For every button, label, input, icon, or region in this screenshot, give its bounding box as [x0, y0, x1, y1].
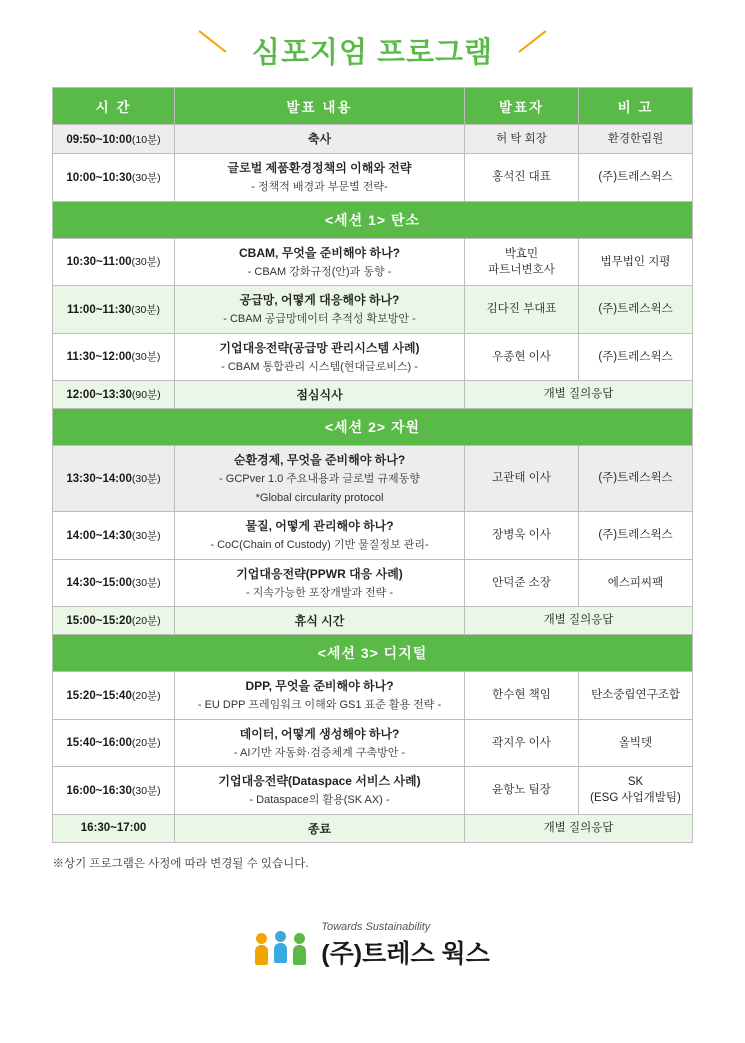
content-subtitle: - CBAM 공급망데이터 추적성 확보방안 - — [223, 313, 416, 325]
cell-time: 15:00~15:20(20분) — [53, 607, 175, 635]
cell-time: 09:50~10:00(10분) — [53, 125, 175, 154]
table-row — [53, 125, 693, 154]
cell-time-duration: (30분) — [131, 303, 161, 316]
cell-time-duration: (30분) — [131, 351, 161, 364]
content-subtitle: - 지속가능한 포장개발과 전략 - — [245, 586, 394, 599]
cell-content — [175, 767, 465, 815]
cell-speaker: 허 탁 회장 — [465, 125, 579, 154]
note-line: (ESG 사업개발팀) — [590, 792, 681, 805]
speaker-line: 박효민 — [504, 247, 539, 260]
cell-speaker: 윤항노 팀장 — [465, 767, 579, 815]
content-title: 글로벌 제품환경정책의 이해와 전략 — [227, 161, 412, 175]
column-header-note: 비 고 — [579, 88, 693, 125]
table-row — [53, 672, 693, 720]
content-subtitle: - CoC(Chain of Custody) 기반 물질정보 관리- — [210, 539, 429, 551]
cell-content — [175, 512, 465, 560]
cell-note: 올빅뎃 — [579, 719, 693, 767]
table-body — [53, 125, 693, 843]
cell-content — [175, 125, 465, 154]
cell-time-duration: (30분) — [131, 171, 161, 184]
page-title-text: 심포지엄 프로그램 — [251, 37, 494, 69]
logo-figure-blue-icon — [274, 931, 287, 963]
cell-speaker: 한수현 책임 — [465, 672, 579, 720]
cell-content — [175, 333, 465, 381]
content-title: 공급망, 어떻게 대응해야 하나? — [239, 293, 400, 307]
page-title — [226, 30, 519, 71]
cell-time-duration: (20분) — [131, 615, 161, 627]
people-logo-icon — [255, 925, 311, 965]
table-row — [53, 381, 693, 409]
cell-note: 개별 질의응답 — [465, 381, 693, 409]
table-row — [53, 286, 693, 334]
table-row — [53, 333, 693, 381]
column-header-time: 시 간 — [53, 88, 175, 125]
session-title: <세션 3> 디지털 — [53, 635, 693, 672]
cell-note: 탄소중립연구조합 — [579, 672, 693, 720]
content-subtitle: - CBAM 통합관리 시스템(현대글로비스) - — [221, 360, 418, 373]
content-title: 데이터, 어떻게 생성해야 하나? — [239, 726, 400, 741]
table-header — [53, 88, 693, 125]
content-subtitle: - CBAM 강화규정(안)과 동향 - — [247, 265, 392, 278]
column-header-speaker: 발표자 — [465, 88, 579, 125]
content-title: 기업대응전략(공급망 관리시스템 사례) — [219, 340, 420, 355]
cell-time: 16:30~17:00 — [53, 814, 175, 842]
cell-note: (주)트레스윅스 — [579, 333, 693, 381]
cell-time: 12:00~13:30(90분) — [53, 381, 175, 409]
session-header-row — [53, 409, 693, 446]
cell-note: 개별 질의응답 — [465, 607, 693, 635]
table-row — [53, 154, 693, 202]
cell-speaker: 김다진 부대표 — [465, 286, 579, 334]
content-subtitle: - AI기반 자동화·검증체계 구축방안 - — [233, 746, 406, 759]
program-table — [52, 87, 693, 843]
cell-speaker: 고관태 이사 — [465, 446, 579, 512]
logo-figure-green-icon — [293, 933, 306, 965]
cell-time-duration: (30분) — [131, 577, 161, 590]
cell-time: 15:40~16:00(20분) — [53, 719, 175, 767]
content-subtitle: - GCPver 1.0 주요내용과 글로벌 규제동향 — [219, 473, 420, 485]
cell-note: (주)트레스윅스 — [579, 154, 693, 202]
cell-note: (주)트레스윅스 — [579, 512, 693, 560]
note-line: SK — [627, 776, 644, 789]
cell-time-duration: (20분) — [131, 689, 161, 702]
cell-time: 14:30~15:00(30분) — [53, 559, 175, 607]
cell-speaker: 우종현 이사 — [465, 333, 579, 381]
speaker-line: 파트너변호사 — [488, 263, 555, 276]
cell-speaker — [465, 238, 579, 286]
table-header-row — [53, 88, 693, 125]
cell-time: 10:30~11:00(30분) — [53, 238, 175, 286]
title-decoration-right-icon — [518, 30, 546, 53]
session-header-row — [53, 201, 693, 238]
table-row — [53, 238, 693, 286]
table-row — [53, 607, 693, 635]
cell-time: 14:00~14:30(30분) — [53, 512, 175, 560]
cell-content: 점심식사 — [175, 381, 465, 409]
session-title: <세션 1> 탄소 — [53, 201, 693, 238]
cell-note: 법무법인 지평 — [579, 238, 693, 286]
content-title: DPP, 무엇을 준비해야 하나? — [245, 679, 394, 693]
cell-content: 휴식 시간 — [175, 607, 465, 635]
cell-time: 11:00~11:30(30분) — [53, 286, 175, 334]
cell-content: 종료 — [175, 814, 465, 842]
cell-speaker: 홍석진 대표 — [465, 154, 579, 202]
cell-content — [175, 559, 465, 607]
cell-note — [579, 767, 693, 815]
content-subtitle: - EU DPP 프레임워크 이해와 GS1 표준 활용 전략 - — [197, 699, 442, 711]
content-title: CBAM, 무엇을 준비해야 하나? — [239, 245, 400, 260]
logo-text-block — [321, 921, 490, 970]
cell-time-duration: (30분) — [131, 256, 161, 269]
cell-note: 에스피씨팩 — [579, 559, 693, 607]
cell-content — [175, 719, 465, 767]
content-title: 기업대응전략(PPWR 대응 사례) — [236, 566, 403, 581]
cell-time: 13:30~14:00(30분) — [53, 446, 175, 512]
table-row — [53, 814, 693, 842]
cell-time-duration: (90분) — [131, 389, 161, 401]
content-subtitle: - 정책적 배경과 부문별 전략- — [251, 181, 388, 193]
cell-time: 11:30~12:00(30분) — [53, 333, 175, 381]
cell-content — [175, 154, 465, 202]
session-header-row — [53, 635, 693, 672]
cell-time: 15:20~15:40(20분) — [53, 672, 175, 720]
cell-speaker: 안덕준 소장 — [465, 559, 579, 607]
title-block — [52, 0, 693, 87]
cell-note: (주)트레스윅스 — [579, 446, 693, 512]
table-row — [53, 719, 693, 767]
cell-time: 16:00~16:30(30분) — [53, 767, 175, 815]
logo-company-name: (주)트레스 웍스 — [321, 939, 490, 968]
cell-note: 환경한림원 — [579, 125, 693, 154]
cell-content — [175, 672, 465, 720]
column-header-content: 발표 내용 — [175, 88, 465, 125]
cell-speaker: 장병욱 이사 — [465, 512, 579, 560]
content-title: 기업대응전략(Dataspace 서비스 사례) — [218, 774, 421, 788]
cell-time: 10:00~10:30(30분) — [53, 154, 175, 202]
cell-time-duration: (30분) — [131, 473, 161, 485]
content-subtitle-extra: *Global circularity protocol — [255, 491, 384, 504]
table-row — [53, 512, 693, 560]
title-decoration-left-icon — [198, 30, 226, 53]
logo-tagline: Towards Sustainability — [321, 920, 431, 933]
content-title: 물질, 어떻게 관리해야 하나? — [245, 519, 394, 533]
content-title: 축사 — [307, 132, 332, 146]
company-logo — [52, 921, 693, 970]
table-row — [53, 559, 693, 607]
cell-time-duration: (10분) — [131, 133, 161, 146]
logo-figure-orange-icon — [255, 933, 268, 965]
cell-note: (주)트레스윅스 — [579, 286, 693, 334]
cell-content — [175, 446, 465, 512]
session-title: <세션 2> 자원 — [53, 409, 693, 446]
cell-content — [175, 286, 465, 334]
content-subtitle: - Dataspace의 활용(SK AX) - — [249, 794, 390, 806]
cell-time-duration: (30분) — [131, 529, 161, 542]
cell-content — [175, 238, 465, 286]
cell-speaker: 곽지우 이사 — [465, 719, 579, 767]
footnote: ※상기 프로그램은 사정에 따라 변경될 수 있습니다. — [52, 857, 309, 870]
table-row — [53, 446, 693, 512]
content-title: 순환경제, 무엇을 준비해야 하나? — [233, 453, 406, 467]
cell-time-duration: (20분) — [131, 737, 161, 750]
cell-time-duration: (30분) — [131, 784, 161, 797]
table-row — [53, 767, 693, 815]
cell-note: 개별 질의응답 — [465, 814, 693, 842]
